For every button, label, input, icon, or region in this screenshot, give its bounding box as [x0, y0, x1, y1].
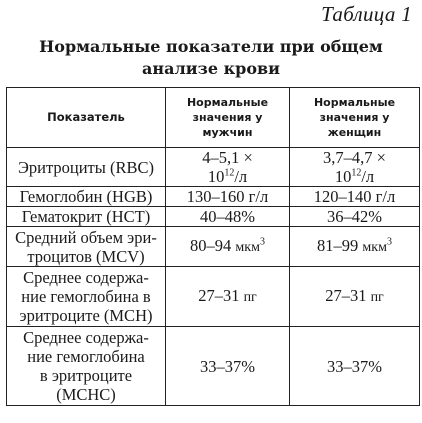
row-hct-men: 40–48% [166, 207, 290, 227]
row-hgb-name: Гемоглобин (HGB) [7, 187, 166, 207]
header-indicator: Показатель [7, 88, 166, 148]
table-row-mch [7, 267, 420, 327]
header-women-line-3: женщин [327, 126, 382, 139]
table-row-hct [7, 207, 420, 227]
table-number: Таблица 1 [321, 2, 412, 26]
table-title-line-1: Нормальные показатели при общем [39, 37, 383, 56]
header-men-line-3: мужчин [202, 126, 253, 139]
table-row-mchc [7, 327, 420, 406]
row-rbc-women-line-2: $10^{12}/л$ [334, 167, 375, 186]
row-rbc-men-line-2: $10^{12}/л$ [207, 167, 248, 186]
row-mchc-name-line-3: в эритроците [39, 366, 133, 385]
row-mch-name [7, 267, 166, 327]
row-mcv-name [7, 227, 166, 267]
row-mch-women: 27–31 пг [290, 267, 420, 327]
row-rbc-men-line-1: 4–5,1 × [202, 148, 253, 167]
row-mchc-men: 33–37% [166, 327, 290, 406]
row-mcv-name-line-2: троцитов (MCV) [27, 246, 145, 266]
header-women-line-1: Нормальные [313, 96, 396, 109]
row-rbc-name: Эритроциты (RBC) [7, 148, 166, 187]
row-mch-name-line-1: Среднее содержа- [23, 268, 149, 287]
row-mcv-name-line-1: Средний объем эри- [15, 227, 157, 247]
table-row-mcv [7, 227, 420, 267]
header-men [166, 88, 290, 148]
row-mchc-name-line-2: ние гемоглобина [27, 347, 145, 366]
row-hgb-women: 120–140 г/л [290, 187, 420, 207]
row-hgb-men: 130–160 г/л [166, 187, 290, 207]
row-mchc-name [7, 327, 166, 406]
row-mch-name-line-2: ние гемоглобина в [21, 287, 151, 306]
row-mch-men: 27–31 пг [166, 267, 290, 327]
row-mchc-name-line-4: (MCHC) [56, 385, 116, 404]
row-mcv-men: 80–94 мкм$^3$ [166, 227, 290, 267]
row-mchc-name-line-1: Среднее содержа- [23, 328, 149, 347]
row-hct-women: 36–42% [290, 207, 420, 227]
table-row-hgb [7, 187, 420, 207]
row-rbc-women [290, 148, 420, 187]
header-women-line-2: значения у [319, 111, 390, 124]
table-title [0, 36, 422, 80]
row-mcv-women: 81–99 мкм$^3$ [290, 227, 420, 267]
row-rbc-men [166, 148, 290, 187]
table-header-row [7, 88, 420, 148]
header-women [290, 88, 420, 148]
table-row-rbc [7, 148, 420, 187]
header-men-line-2: значения у [192, 111, 263, 124]
table-title-line-2: анализе крови [142, 59, 280, 78]
blood-test-table [6, 87, 420, 406]
row-mchc-women: 33–37% [290, 327, 420, 406]
row-rbc-women-line-1: 3,7–4,7 × [323, 148, 386, 167]
header-men-line-1: Нормальные [186, 96, 269, 109]
row-mch-name-line-3: эритроците (MCH) [19, 306, 153, 325]
row-hct-name: Гематокрит (HCT) [7, 207, 166, 227]
